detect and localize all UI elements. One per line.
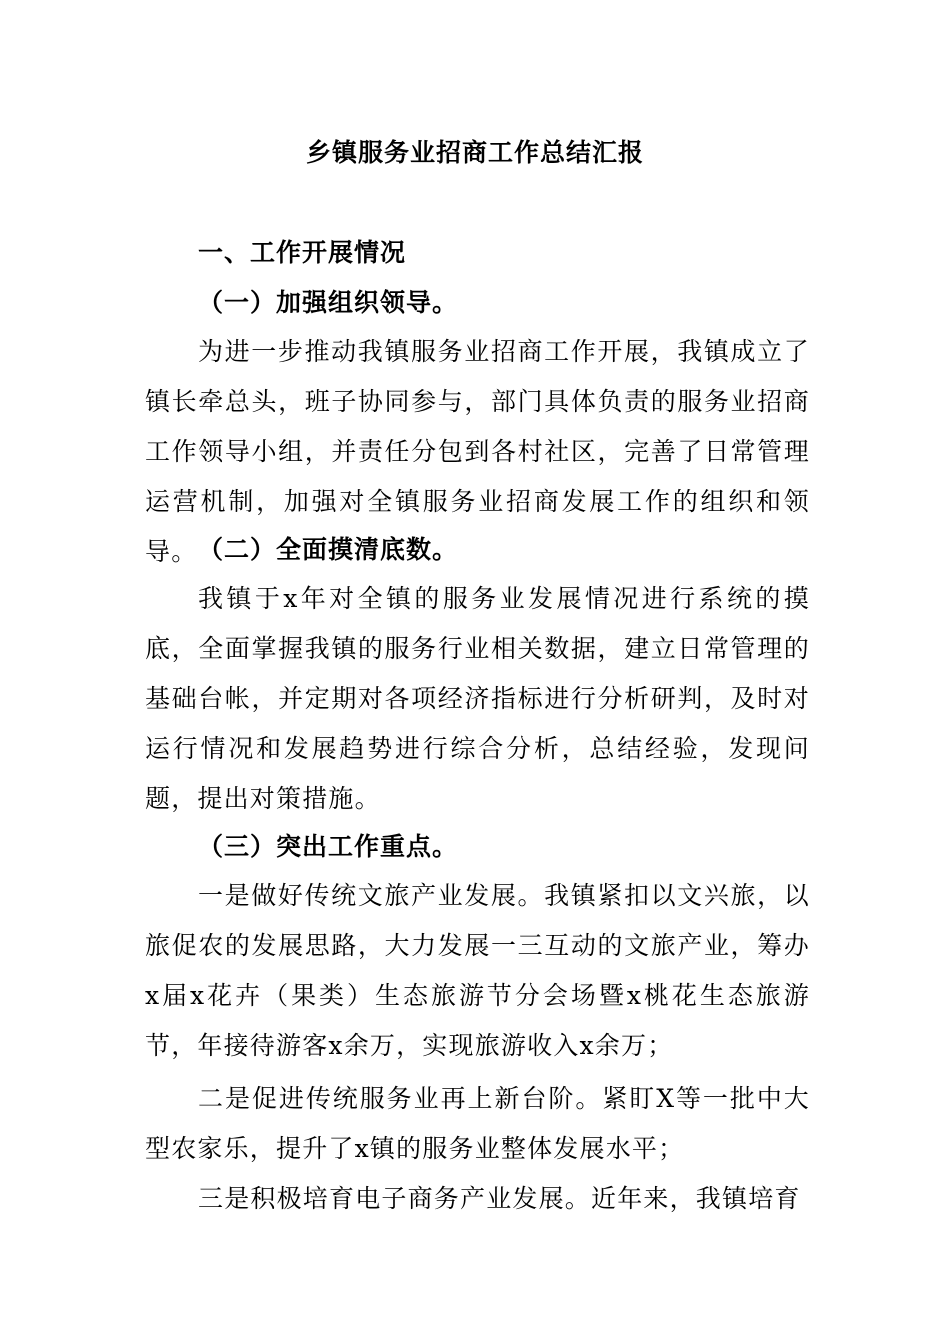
document-title: 乡镇服务业招商工作总结汇报: [305, 138, 644, 167]
section-heading-work-progress: 一、工作开展情况: [198, 238, 407, 267]
paragraph-tourism: 一是做好传统文旅产业发展。我镇紧扣以文兴旅，以旅促农的发展思路，大力发展一三互动的文旅产业，筹办x届x花卉（果类）生态旅游节分会场暨x桃花生态旅游节，年接待游客x余万，实现旅游收入x余万；: [145, 881, 810, 1060]
subsection-heading-key-work: （三）突出工作重点。: [198, 832, 459, 861]
paragraph-survey: 我镇于x年对全镇的服务业发展情况进行系统的摸底，全面掌握我镇的服务行业相关数据，建立日常管理的基础台帐，并定期对各项经济指标进行分析研判，及时对运行情况和发展趋势进行综合分析，总结经验，发现问题，提出对策措施。: [145, 584, 810, 813]
subsection-heading-survey: （二）全面摸清底数。: [198, 535, 459, 564]
paragraph-organization: 为进一步推动我镇服务业招商工作开展，我镇成立了镇长牵总头，班子协同参与，部门具体负责的服务业招商工作领导小组，并责任分包到各村社区，完善了日常管理运营机制，加强对全镇服务业招商发展工作的组织和领导。: [145, 337, 810, 566]
subsection-heading-organization: （一）加强组织领导。: [198, 288, 459, 317]
paragraph-service-industry: 二是促进传统服务业再上新台阶。紧盯X等一批中大型农家乐，提升了x镇的服务业整体发展水平；: [145, 1084, 810, 1163]
paragraph-ecommerce: 三是积极培育电子商务产业发展。近年来，我镇培育: [198, 1184, 801, 1213]
